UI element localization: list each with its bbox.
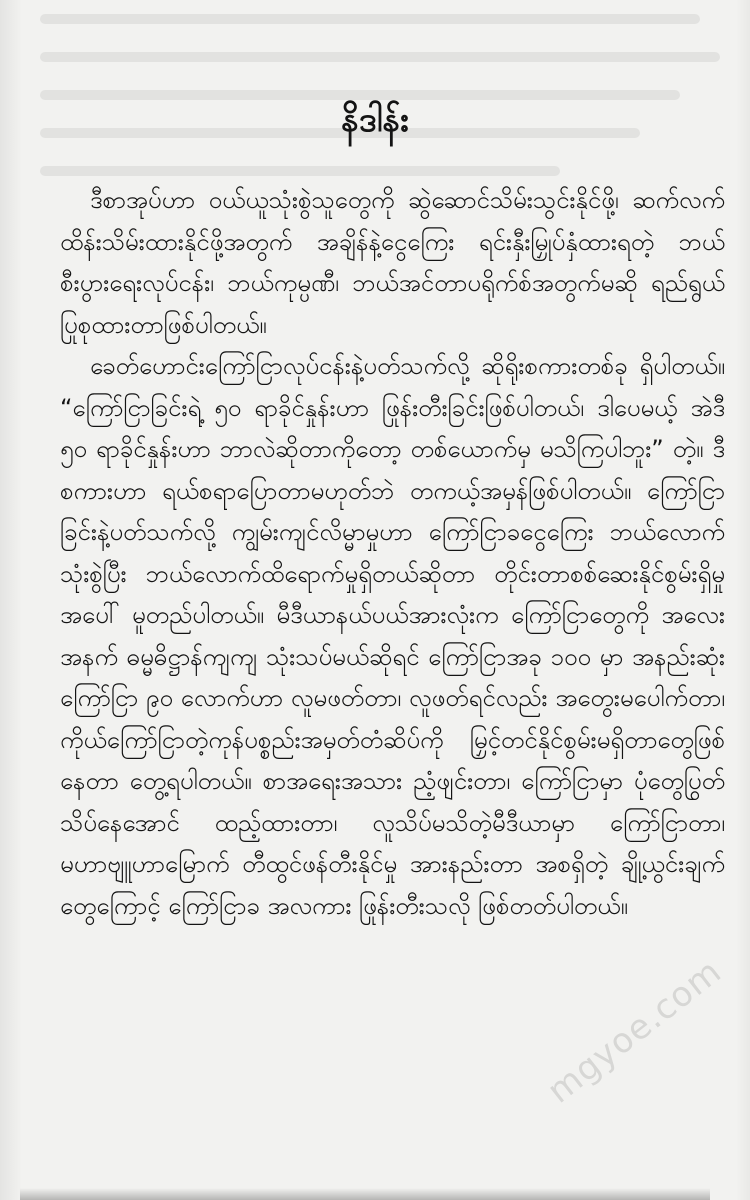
- body-text: [60, 180, 725, 927]
- page-bottom-edge: [20, 1188, 710, 1200]
- watermark: mgyoe.com: [540, 951, 730, 1112]
- paragraph-advertising: ခေတ်ဟောင်းကြော်ငြာလုပ်ငန်းနဲ့ပတ်သက်လို့ ဆိုရိုးစကားတစ်ခု ရှိပါတယ်။ “ကြော်ငြာခြင်းရဲ့ ၅၀ ရာခိုင်နှုန်းဟာ ဖြုန်းတီးခြင်းဖြစ်ပါတယ်၊ ဒါပေမယ့် အဲဒီ ၅၀ ရာခိုင်နှုန်းဟာ ဘာလဲဆိုတာကိုတော့ တစ်ယောက်မှ မသိကြပါဘူး” တဲ့။ ဒီစကားဟာ ရယ်စရာပြောတာမဟုတ်ဘဲ တကယ့်အမှန်ဖြစ်ပါတယ်။ ကြော်ငြာခြင်းနဲ့ပတ်သက်လို့ ကျွမ်းကျင်လိမ္မာမှုဟာ ကြော်ငြာခငွေကြေး ဘယ်လောက်သုံးစွဲပြီး ဘယ်လောက်ထိရောက်မှုရှိတယ်ဆိုတာ တိုင်းတာစစ်ဆေးနိုင်စွမ်းရှိမှုအပေါ် မူတည်ပါတယ်။ မီဒီယာနယ်ပယ်အားလုံးက ကြော်ငြာတွေကို အလေးအနက် ဓမ္မဓိဋ္ဌာန်ကျကျ သုံးသပ်မယ်ဆိုရင် ကြော်ငြာအခု ၁၀၀ မှာ အနည်းဆုံး ကြော်ငြာ ၉၀ လောက်ဟာ လူမဖတ်တာ၊ လူဖတ်ရင်လည်း အတွေးမပေါက်တာ၊ ကိုယ်ကြော်ငြာတဲ့ကုန်ပစ္စည်းအမှတ်တံဆိပ်ကို မြှင့်တင်နိုင်စွမ်းမရှိတာတွေဖြစ်နေတာ တွေ့ရပါတယ်။ စာအရေးအသား ညံ့ဖျင်းတာ၊ ကြော်ငြာမှာ ပုံတွေပြွတ်သိပ်နေအောင် ထည့်ထားတာ၊ လူသိပ်မသိတဲ့မီဒီယာမှာ ကြော်ငြာတာ၊ မဟာဗျူဟာမြောက် တီထွင်ဖန်တီးနိုင်မှု အားနည်းတာ အစရှိတဲ့ ချို့ယွင်းချက်တွေကြောင့် ကြော်ငြာခ အလကား ဖြုန်းတီးသလို ဖြစ်တတ်ပါတယ်။: [60, 352, 725, 920]
- page-title: နိဒါန်း: [341, 100, 409, 140]
- paragraph-intro: ဒီစာအုပ်ဟာ ဝယ်ယူသုံးစွဲသူတွေကို ဆွဲဆောင်သိမ်းသွင်းနိုင်ဖို့၊ ဆက်လက်ထိန်းသိမ်းထားနိုင်ဖို့အတွက် အချိန်နဲ့ငွေကြေး ရင်းနှီးမြှုပ်နှံထားရတဲ့ ဘယ်စီးပွားရေးလုပ်ငန်း၊ ဘယ်ကုမ္ပဏီ၊ ဘယ်အင်တာပရိုက်စ်အတွက်မဆို ရည်ရွယ်ပြုစုထားတာဖြစ်ပါတယ်။: [60, 186, 725, 339]
